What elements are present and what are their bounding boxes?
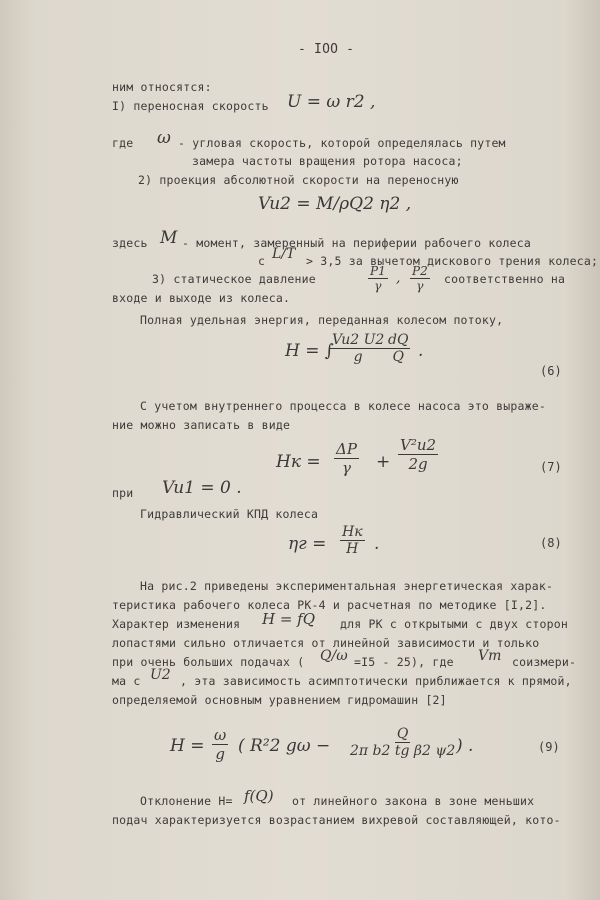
formula-8-end: . — [374, 534, 380, 554]
fraction-separator: , — [396, 270, 401, 286]
formula-8-denominator: H — [346, 541, 359, 557]
symbol-M: M — [160, 228, 178, 248]
formula-6-denominator-1: g — [353, 349, 363, 365]
text-line-18: лопастями сильно отличается от линейной зависимости и только — [112, 636, 540, 650]
text-line-20a: ма с — [112, 674, 141, 688]
formula-9-middle: ( R²2 gω − — [238, 736, 331, 756]
text-line-19b: =I5 - 25), где — [354, 655, 454, 669]
p1-numerator: P1 — [370, 264, 386, 278]
formula-9-denominator-2: 2π b2 tg β2 ψ2 — [350, 743, 456, 759]
formula-9-denominator-1: g — [215, 745, 225, 763]
text-line-7a: с — [258, 254, 266, 268]
text-line-15: На рис.2 приведены экспериментальная энергетическая харак- — [140, 579, 554, 593]
symbol-H-fQ: H = fQ — [262, 610, 316, 628]
text-line-22a: Отклонение Н= — [140, 794, 233, 808]
p2-denominator: γ — [416, 279, 424, 293]
text-line-3a: где — [112, 136, 134, 150]
symbol-U2: U2 — [150, 667, 171, 683]
fraction-p2-gamma — [410, 264, 430, 293]
formula-7-numerator-2: V²u2 — [400, 436, 437, 454]
text-line-10: Полная удельная энергия, переданная колесом потоку, — [140, 313, 504, 327]
text-line-9: входе и выходе из колеса. — [112, 291, 291, 305]
formula-7-fraction-1 — [334, 440, 359, 477]
text-line-2: I) переносная скорость — [112, 99, 269, 113]
text-line-6b: - момент, замеренный на периферии рабочего колеса — [182, 236, 532, 250]
text-line-3b: - угловая скорость, которой определялась путем — [178, 136, 506, 150]
text-line-5: 2) проекция абсолютной скорости на переносную — [138, 173, 459, 187]
formula-9-numerator-1: ω — [214, 726, 227, 744]
symbol-Vm: Vm — [478, 648, 502, 664]
text-line-12: ние можно записать в виде — [112, 418, 291, 432]
text-line-21: определяемой основным уравнением гидромашин [2] — [112, 693, 447, 707]
text-line-8b: соответственно на — [444, 272, 566, 286]
equation-number-6: (6) — [540, 364, 562, 378]
fraction-p1-gamma — [368, 264, 388, 293]
formula-6-numerator-1: Vu2 U2 — [332, 332, 385, 348]
formula-9-lhs: H = — [170, 736, 205, 756]
formula-8-numerator: Hк — [342, 524, 363, 540]
formula-9-numerator-2: Q — [396, 726, 409, 742]
symbol-Q-omega: Q/ω — [320, 648, 348, 664]
text-line-14: Гидравлический КПД колеса — [140, 507, 319, 521]
equation-number-7: (7) — [540, 460, 562, 474]
text-line-4: замера частоты вращения ротора насоса; — [192, 154, 463, 168]
text-line-19c: соизмери- — [512, 655, 577, 669]
formula-6-numerator-2: dQ — [388, 332, 409, 348]
text-line-23: подач характеризуется возрастанием вихревой составляющей, кото- — [112, 813, 561, 827]
formula-9-fraction-1 — [212, 726, 228, 763]
text-line-6a: здесь — [112, 236, 148, 250]
formula-6-end: . — [418, 341, 424, 361]
formula-6-fraction-1 — [330, 332, 386, 365]
formula-6-fraction-2 — [386, 332, 410, 365]
formula-8-lhs: ηг = — [288, 534, 327, 554]
text-line-17b: для РК с открытыми с двух сторон — [340, 617, 568, 631]
formula-7-numerator-1: ΔP — [336, 440, 357, 458]
text-line-20b: , эта зависимость асимптотически приближается к прямой, — [180, 674, 572, 688]
formula-9-fraction-2 — [348, 726, 457, 759]
text-line-16: теристика рабочего колеса РК-4 и расчетная по методике [I,2]. — [112, 598, 547, 612]
formula-8-fraction — [340, 524, 365, 557]
symbol-L-T: L/T — [272, 246, 296, 262]
formula-9-end: ) . — [456, 736, 474, 756]
text-line-22b: от линейного закона в зоне меньших — [292, 794, 535, 808]
text-line-8a: 3) статическое давление — [152, 272, 316, 286]
page-number: - IOO - — [298, 42, 355, 57]
formula-7-fraction-2 — [398, 436, 438, 473]
text-line-13: при — [112, 486, 134, 500]
formula-7-lhs: Hк = — [276, 452, 321, 472]
formula-7-denominator-1: γ — [341, 459, 351, 477]
text-line-7b: > 3,5 за вычетом дискового трения колеса; — [306, 254, 599, 268]
formula-6-denominator-2: Q — [392, 349, 404, 365]
text-line-1: ним относятся: — [112, 80, 212, 94]
text-line-17a: Характер изменения — [112, 617, 241, 631]
formula-7-denominator-2: 2g — [408, 455, 428, 473]
p1-denominator: γ — [374, 279, 382, 293]
formula-vu1: Vu1 = 0 . — [162, 478, 242, 498]
formula-7-plus: + — [376, 452, 391, 472]
formula-u: U = ω r2 , — [287, 92, 376, 112]
equation-number-8: (8) — [540, 536, 562, 550]
formula-vu2: Vu2 = M/ρQ2 η2 , — [258, 194, 412, 214]
symbol-omega: ω — [157, 128, 171, 148]
text-line-19a: при очень больших подачах ( — [112, 655, 305, 669]
text-line-11: С учетом внутреннего процесса в колесе насоса это выраже- — [140, 399, 547, 413]
formula-6-lhs: H = ∫ — [285, 341, 334, 361]
p2-numerator: P2 — [412, 264, 428, 278]
equation-number-9: (9) — [538, 740, 560, 754]
symbol-f-Q: f(Q) — [244, 787, 274, 805]
